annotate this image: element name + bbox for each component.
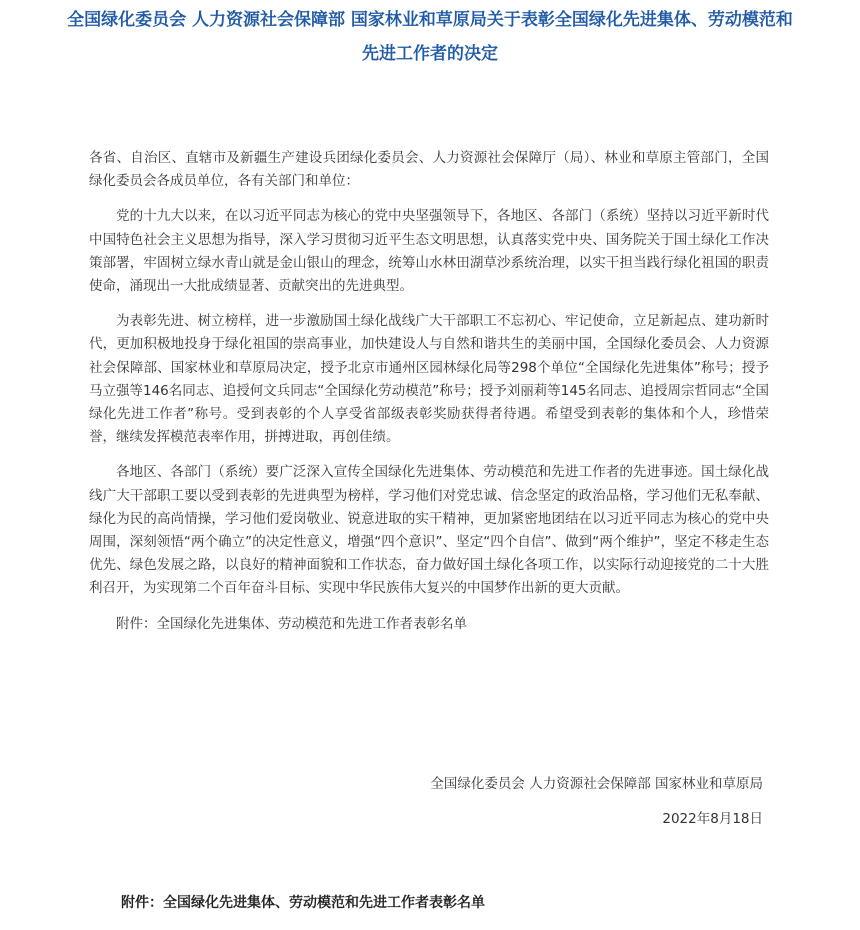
issue-date: 2022年8月18日	[662, 811, 763, 827]
attachment-heading: 附件：全国绿化先进集体、劳动模范和先进工作者表彰名单	[121, 895, 485, 911]
attachment-line: 附件：全国绿化先进集体、劳动模范和先进工作者表彰名单	[116, 615, 467, 632]
body-paragraph: 各地区、各部门（系统）要广泛深入宣传全国绿化先进集体、劳动模范和先进工作者的先进事迹。国土绿化战线广大干部职工要以受到表彰的先进典型为榜样，学习他们对党忠诚、信念坚定的政治品格，学习他们无私奉献、绿化为民的高尚情操，学习他们爱岗敬业、锐意进取的实干精神，更加紧密地团结在以习近平同志为核心的党中央周围，深刻领悟“两个确立”的决定性意义，增强“四个意识”、坚定“四个自信”、做到“两个维护”，坚定不移走生态优先、绿色发展之路，以良好的精神面貌和工作状态，奋力做好国土绿化各项工作，以实际行动迎接党的二十大胜利召开，为实现第二个百年奋斗目标、实现中华民族伟大复兴的中国梦作出新的更大贡献。	[89, 464, 769, 597]
signatories: 全国绿化委员会 人力资源社会保障部 国家林业和草原局	[430, 776, 763, 792]
document-title: 全国绿化委员会 人力资源社会保障部 国家林业和草原局关于表彰全国绿化先进集体、劳动模范和先进工作者的决定	[67, 10, 793, 64]
document-body	[89, 147, 769, 649]
body-paragraph: 为表彰先进、树立榜样，进一步激励国土绿化战线广大干部职工不忘初心、牢记使命，立足新起点、建功新时代，更加积极地投身于绿化祖国的崇高事业，加快建设人与自然和谐共生的美丽中国，全国绿化委员会、人力资源社会保障部、国家林业和草原局决定，授予北京市通州区园林绿化局等298个单位“全国绿化先进集体”称号；授予马立强等146名同志、追授何文兵同志“全国绿化劳动模范”称号；授予刘丽莉等145名同志、追授周宗哲同志“全国绿化先进工作者”称号。受到表彰的个人享受省部级表彰奖励获得者待遇。希望受到表彰的集体和个人，珍惜荣誉，继续发挥模范表率作用，拼搏进取，再创佳绩。	[89, 313, 770, 446]
salutation: 各省、自治区、直辖市及新疆生产建设兵团绿化委员会、人力资源社会保障厅（局）、林业和草原主管部门，全国绿化委员会各成员单位，各有关部门和单位：	[89, 150, 769, 190]
body-paragraph: 党的十九大以来，在以习近平同志为核心的党中央坚强领导下，各地区、各部门（系统）坚持以习近平新时代中国特色社会主义思想为指导，深入学习贯彻习近平生态文明思想，认真落实党中央、国务院关于国土绿化工作决策部署，牢固树立绿水青山就是金山银山的理念，统筹山水林田湖草沙系统治理，以实干担当践行绿化祖国的职责使命，涌现出一大批成绩显著、贡献突出的先进典型。	[89, 208, 769, 295]
